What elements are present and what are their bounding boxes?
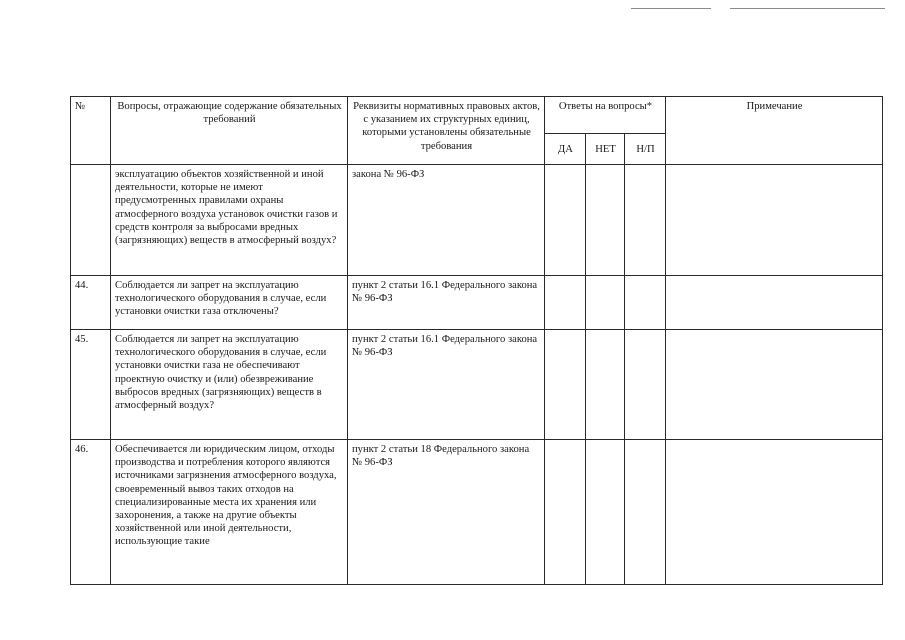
row-number: 44. [71,276,111,330]
answer-no-cell[interactable] [586,440,625,585]
note-cell[interactable] [666,330,883,440]
answer-no-cell[interactable] [586,165,625,276]
row-question: эксплуатацию объектов хозяйственной и иной деятельности, которые не имеют предусмотренных правилами охраны атмосферного воздуха установок очистки газов и средств контроля за выбросами вредных (загрязняющих) веществ в атмосферный воздух? [111,165,348,276]
answer-yes-cell[interactable] [545,165,586,276]
scan-artifact-line [730,8,885,9]
answer-no-cell[interactable] [586,276,625,330]
row-requisite: пункт 2 статьи 16.1 Федерального закона № 96-ФЗ [348,330,545,440]
answer-yes-cell[interactable] [545,330,586,440]
header-number: № [71,97,111,165]
header-na: Н/П [625,134,666,165]
row-question: Соблюдается ли запрет на эксплуатацию технологического оборудования в случае, если установки очистки газа отключены? [111,276,348,330]
row-requisite: пункт 2 статьи 18 Федерального закона № 96-ФЗ [348,440,545,585]
row-question: Обеспечивается ли юридическим лицом, отходы производства и потребления которого являются источниками загрязнения атмосферного воздуха, своевременный вывоз таких отходов на специализированные места их хранения или захоронения, а также на другие объекты хозяйственной или иной деятельности, использующие такие [111,440,348,585]
table-row [71,276,883,330]
row-requisite: закона № 96-ФЗ [348,165,545,276]
note-cell[interactable] [666,440,883,585]
checklist-table [70,96,883,585]
table-row [71,440,883,585]
table-row [71,165,883,276]
scan-artifact-line [631,8,711,9]
header-yes: ДА [545,134,586,165]
row-number: 46. [71,440,111,585]
row-number: 45. [71,330,111,440]
header-answers: Ответы на вопросы* [545,97,666,134]
header-note: Примечание [666,97,883,165]
header-row [71,97,883,134]
row-number [71,165,111,276]
answer-na-cell[interactable] [625,276,666,330]
answer-na-cell[interactable] [625,165,666,276]
header-no: НЕТ [586,134,625,165]
header-questions: Вопросы, отражающие содержание обязательных требований [111,97,348,165]
row-requisite: пункт 2 статьи 16.1 Федерального закона № 96-ФЗ [348,276,545,330]
note-cell[interactable] [666,276,883,330]
answer-na-cell[interactable] [625,440,666,585]
answer-no-cell[interactable] [586,330,625,440]
answer-yes-cell[interactable] [545,276,586,330]
row-question: Соблюдается ли запрет на эксплуатацию технологического оборудования в случае, если установки очистки газа не обеспечивают проектную очистку и (или) обезвреживание выбросов вредных (загрязняющих) веществ в атмосферный воздух? [111,330,348,440]
header-requisites: Реквизиты нормативных правовых актов, с указанием их структурных единиц, которыми установлены обязательные требования [348,97,545,165]
answer-na-cell[interactable] [625,330,666,440]
note-cell[interactable] [666,165,883,276]
answer-yes-cell[interactable] [545,440,586,585]
table-row [71,330,883,440]
